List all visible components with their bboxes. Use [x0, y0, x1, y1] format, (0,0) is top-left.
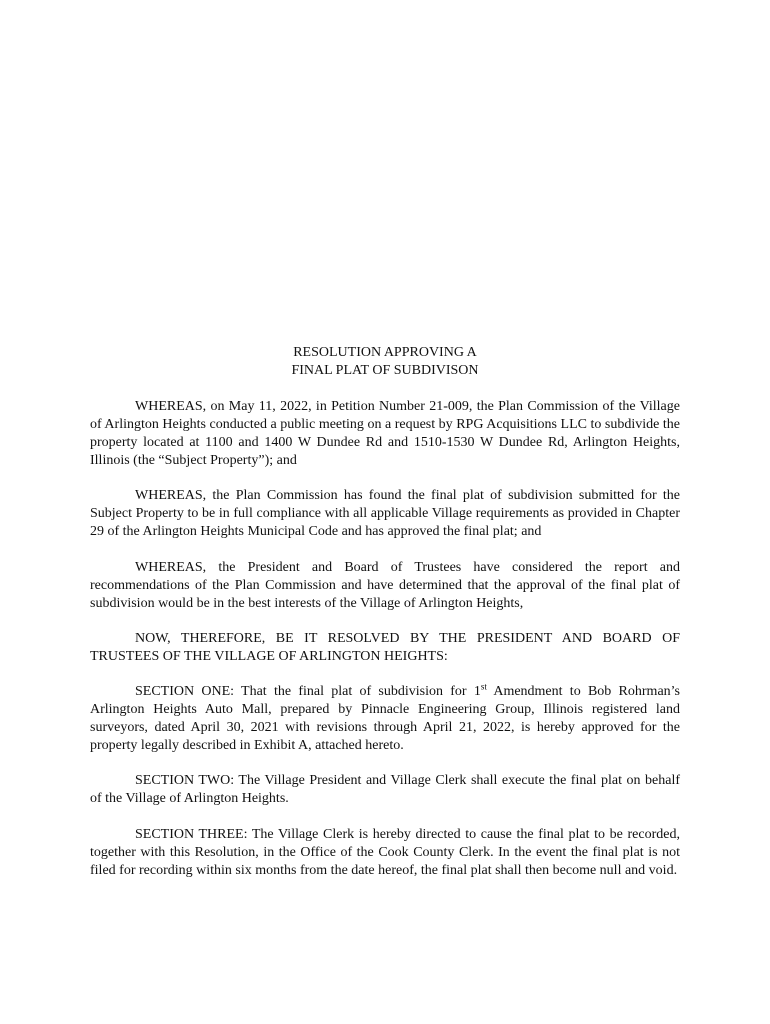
now-therefore-paragraph: NOW, THEREFORE, BE IT RESOLVED BY THE PRESIDENT AND BOARD OF TRUSTEES OF THE VILLAGE OF ARLINGTON HEIGHTS: — [90, 631, 680, 664]
whereas-paragraph-1: WHEREAS, on May 11, 2022, in Petition Number 21-009, the Plan Commission of the Village of Arlington Heights conducted a public meeting on a request by RPG Acquisitions LLC to subdivide the property located at 1100 and 1400 W Dundee Rd and 1510-1530 W Dundee Rd, Arlington Heights, Illinois (the “Subject Property”); and — [90, 399, 680, 468]
section-three-paragraph: SECTION THREE: The Village Clerk is hereby directed to cause the final plat to be recorded, together with this Resolution, in the Office of the Cook County Clerk. In the event the final plat is not filed for recording within six months from the date hereof, the final plat shall then become null and void. — [90, 827, 680, 878]
section-one-paragraph — [90, 683, 680, 755]
resolution-title-line-2: FINAL PLAT OF SUBDIVISON — [291, 363, 479, 378]
section-one-text-end: Amendment to Bob Rohrman’s Arlington Heights Auto Mall, prepared by Pinnacle Engineering Group, Illinois registered land surveyors, dated April 30, 2021 with revisions through April 21, 2022, is hereby approved for the property legally described in Exhibit A, attached hereto. — [90, 684, 680, 753]
ordinal-superscript: st — [480, 681, 487, 692]
whereas-paragraph-2: WHEREAS, the Plan Commission has found the final plat of subdivision submitted for the Subject Property to be in full compliance with all applicable Village requirements as provided in Chapter 29 of the Arlington Heights Municipal Code and has approved the final plat; and — [90, 488, 680, 539]
section-one-text-start: SECTION ONE: That the final plat of subdivision for 1 — [135, 684, 481, 699]
whereas-paragraph-3: WHEREAS, the President and Board of Trustees have considered the report and recommendations of the Plan Commission and have determined that the approval of the final plat of subdivision would be in the best interests of the Village of Arlington Heights, — [90, 560, 680, 611]
section-two-paragraph: SECTION TWO: The Village President and Village Clerk shall execute the final plat on behalf of the Village of Arlington Heights. — [90, 773, 680, 806]
resolution-title-line-1: RESOLUTION APPROVING A — [293, 345, 477, 360]
